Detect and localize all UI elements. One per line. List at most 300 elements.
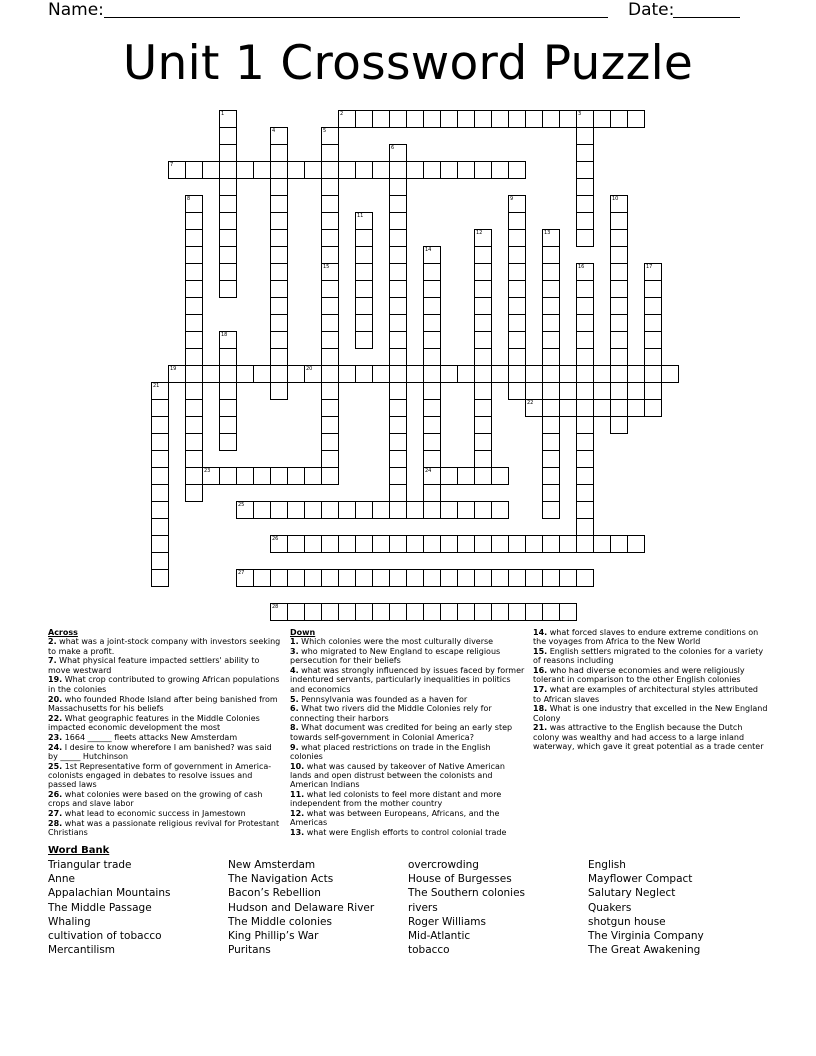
grid-cell[interactable]	[287, 365, 305, 383]
grid-cell[interactable]	[270, 144, 288, 162]
grid-cell[interactable]	[321, 569, 339, 587]
grid-cell[interactable]	[151, 399, 169, 417]
grid-cell[interactable]	[151, 416, 169, 434]
grid-cell[interactable]	[219, 263, 237, 281]
grid-cell[interactable]	[661, 365, 679, 383]
grid-cell[interactable]	[542, 603, 560, 621]
grid-cell[interactable]	[457, 603, 475, 621]
grid-cell[interactable]	[321, 382, 339, 400]
grid-cell[interactable]	[491, 501, 509, 519]
grid-cell[interactable]	[576, 382, 594, 400]
grid-cell[interactable]	[270, 314, 288, 332]
grid-cell[interactable]	[355, 280, 373, 298]
grid-cell[interactable]	[576, 331, 594, 349]
grid-cell[interactable]	[321, 603, 339, 621]
grid-cell[interactable]	[389, 178, 407, 196]
grid-cell[interactable]	[610, 110, 628, 128]
grid-cell[interactable]	[576, 348, 594, 366]
grid-cell[interactable]	[355, 161, 373, 179]
grid-cell[interactable]	[627, 535, 645, 553]
grid-cell[interactable]	[355, 229, 373, 247]
grid-cell[interactable]	[508, 603, 526, 621]
grid-cell[interactable]	[185, 348, 203, 366]
grid-cell[interactable]	[542, 280, 560, 298]
grid-cell[interactable]	[185, 331, 203, 349]
grid-cell[interactable]	[644, 263, 662, 281]
grid-cell[interactable]	[508, 212, 526, 230]
grid-cell[interactable]	[270, 229, 288, 247]
grid-cell[interactable]	[151, 450, 169, 468]
grid-cell[interactable]	[542, 331, 560, 349]
grid-cell[interactable]	[185, 450, 203, 468]
grid-cell[interactable]	[287, 501, 305, 519]
grid-cell[interactable]	[559, 365, 577, 383]
grid-cell[interactable]	[440, 110, 458, 128]
grid-cell[interactable]	[423, 348, 441, 366]
grid-cell[interactable]	[389, 569, 407, 587]
grid-cell[interactable]	[627, 110, 645, 128]
grid-cell[interactable]	[219, 127, 237, 145]
grid-cell[interactable]	[185, 212, 203, 230]
grid-cell[interactable]	[219, 246, 237, 264]
grid-cell[interactable]	[542, 450, 560, 468]
grid-cell[interactable]	[185, 297, 203, 315]
grid-cell[interactable]	[321, 229, 339, 247]
grid-cell[interactable]	[423, 433, 441, 451]
grid-cell[interactable]	[508, 348, 526, 366]
grid-cell[interactable]	[474, 416, 492, 434]
grid-cell[interactable]	[542, 484, 560, 502]
grid-cell[interactable]	[219, 280, 237, 298]
grid-cell[interactable]	[576, 467, 594, 485]
grid-cell[interactable]	[542, 535, 560, 553]
grid-cell[interactable]	[270, 195, 288, 213]
grid-cell[interactable]	[576, 518, 594, 536]
grid-cell[interactable]	[508, 314, 526, 332]
grid-cell[interactable]	[644, 382, 662, 400]
grid-cell[interactable]	[372, 569, 390, 587]
grid-cell[interactable]	[644, 399, 662, 417]
grid-cell[interactable]	[644, 314, 662, 332]
grid-cell[interactable]	[610, 331, 628, 349]
grid-cell[interactable]	[355, 246, 373, 264]
grid-cell[interactable]	[253, 467, 271, 485]
grid-cell[interactable]	[474, 331, 492, 349]
grid-cell[interactable]	[576, 535, 594, 553]
grid-cell[interactable]	[508, 365, 526, 383]
grid-cell[interactable]	[610, 535, 628, 553]
grid-cell[interactable]	[202, 365, 220, 383]
grid-cell[interactable]	[355, 535, 373, 553]
grid-cell[interactable]	[542, 263, 560, 281]
grid-cell[interactable]	[168, 161, 186, 179]
grid-cell[interactable]	[542, 399, 560, 417]
grid-cell[interactable]	[491, 365, 509, 383]
grid-cell[interactable]	[542, 229, 560, 247]
grid-cell[interactable]	[474, 348, 492, 366]
grid-cell[interactable]	[627, 365, 645, 383]
grid-cell[interactable]	[440, 365, 458, 383]
grid-cell[interactable]	[372, 535, 390, 553]
grid-cell[interactable]	[151, 552, 169, 570]
grid-cell[interactable]	[610, 263, 628, 281]
grid-cell[interactable]	[219, 178, 237, 196]
grid-cell[interactable]	[542, 467, 560, 485]
grid-cell[interactable]	[219, 467, 237, 485]
grid-cell[interactable]	[508, 246, 526, 264]
grid-cell[interactable]	[525, 365, 543, 383]
grid-cell[interactable]	[610, 246, 628, 264]
grid-cell[interactable]	[270, 212, 288, 230]
grid-cell[interactable]	[406, 365, 424, 383]
grid-cell[interactable]	[168, 365, 186, 383]
grid-cell[interactable]	[321, 433, 339, 451]
grid-cell[interactable]	[508, 263, 526, 281]
grid-cell[interactable]	[542, 433, 560, 451]
grid-cell[interactable]	[355, 110, 373, 128]
grid-cell[interactable]	[542, 365, 560, 383]
grid-cell[interactable]	[542, 246, 560, 264]
grid-cell[interactable]	[389, 280, 407, 298]
grid-cell[interactable]	[355, 212, 373, 230]
grid-cell[interactable]	[338, 161, 356, 179]
grid-cell[interactable]	[576, 314, 594, 332]
grid-cell[interactable]	[423, 603, 441, 621]
grid-cell[interactable]	[423, 484, 441, 502]
grid-cell[interactable]	[542, 297, 560, 315]
grid-cell[interactable]	[423, 263, 441, 281]
grid-cell[interactable]	[423, 501, 441, 519]
grid-cell[interactable]	[236, 365, 254, 383]
grid-cell[interactable]	[542, 348, 560, 366]
grid-cell[interactable]	[576, 297, 594, 315]
grid-cell[interactable]	[321, 178, 339, 196]
grid-cell[interactable]	[389, 246, 407, 264]
grid-cell[interactable]	[542, 314, 560, 332]
grid-cell[interactable]	[372, 365, 390, 383]
grid-cell[interactable]	[423, 110, 441, 128]
grid-cell[interactable]	[559, 603, 577, 621]
grid-cell[interactable]	[270, 382, 288, 400]
grid-cell[interactable]	[559, 535, 577, 553]
grid-cell[interactable]	[321, 348, 339, 366]
grid-cell[interactable]	[389, 348, 407, 366]
grid-cell[interactable]	[576, 178, 594, 196]
grid-cell[interactable]	[219, 433, 237, 451]
grid-cell[interactable]	[474, 399, 492, 417]
grid-cell[interactable]	[610, 416, 628, 434]
grid-cell[interactable]	[355, 365, 373, 383]
grid-cell[interactable]	[474, 433, 492, 451]
grid-cell[interactable]	[525, 569, 543, 587]
grid-cell[interactable]	[253, 569, 271, 587]
grid-cell[interactable]	[474, 467, 492, 485]
grid-cell[interactable]	[151, 433, 169, 451]
grid-cell[interactable]	[491, 110, 509, 128]
grid-cell[interactable]	[270, 569, 288, 587]
grid-cell[interactable]	[542, 569, 560, 587]
grid-cell[interactable]	[304, 467, 322, 485]
grid-cell[interactable]	[474, 263, 492, 281]
grid-cell[interactable]	[236, 467, 254, 485]
grid-cell[interactable]	[474, 314, 492, 332]
grid-cell[interactable]	[287, 535, 305, 553]
grid-cell[interactable]	[576, 416, 594, 434]
grid-cell[interactable]	[474, 110, 492, 128]
grid-cell[interactable]	[185, 229, 203, 247]
grid-cell[interactable]	[321, 195, 339, 213]
grid-cell[interactable]	[185, 314, 203, 332]
grid-cell[interactable]	[304, 161, 322, 179]
grid-cell[interactable]	[270, 246, 288, 264]
grid-cell[interactable]	[389, 501, 407, 519]
grid-cell[interactable]	[576, 280, 594, 298]
grid-cell[interactable]	[576, 127, 594, 145]
grid-cell[interactable]	[423, 399, 441, 417]
grid-cell[interactable]	[185, 195, 203, 213]
grid-cell[interactable]	[440, 603, 458, 621]
grid-cell[interactable]	[644, 297, 662, 315]
grid-cell[interactable]	[610, 382, 628, 400]
grid-cell[interactable]	[321, 212, 339, 230]
grid-cell[interactable]	[219, 331, 237, 349]
grid-cell[interactable]	[389, 484, 407, 502]
grid-cell[interactable]	[389, 263, 407, 281]
grid-cell[interactable]	[491, 569, 509, 587]
grid-cell[interactable]	[287, 467, 305, 485]
grid-cell[interactable]	[576, 433, 594, 451]
grid-cell[interactable]	[321, 263, 339, 281]
grid-cell[interactable]	[219, 144, 237, 162]
grid-cell[interactable]	[474, 450, 492, 468]
grid-cell[interactable]	[389, 297, 407, 315]
grid-cell[interactable]	[151, 382, 169, 400]
grid-cell[interactable]	[338, 365, 356, 383]
grid-cell[interactable]	[474, 297, 492, 315]
grid-cell[interactable]	[270, 331, 288, 349]
grid-cell[interactable]	[355, 569, 373, 587]
grid-cell[interactable]	[304, 535, 322, 553]
grid-cell[interactable]	[593, 110, 611, 128]
grid-cell[interactable]	[610, 195, 628, 213]
grid-cell[interactable]	[236, 569, 254, 587]
grid-cell[interactable]	[406, 161, 424, 179]
grid-cell[interactable]	[287, 161, 305, 179]
grid-cell[interactable]	[423, 382, 441, 400]
grid-cell[interactable]	[151, 467, 169, 485]
grid-cell[interactable]	[338, 569, 356, 587]
grid-cell[interactable]	[423, 161, 441, 179]
grid-cell[interactable]	[525, 603, 543, 621]
grid-cell[interactable]	[338, 603, 356, 621]
grid-cell[interactable]	[474, 246, 492, 264]
grid-cell[interactable]	[610, 399, 628, 417]
grid-cell[interactable]	[525, 110, 543, 128]
grid-cell[interactable]	[321, 161, 339, 179]
grid-cell[interactable]	[185, 382, 203, 400]
grid-cell[interactable]	[219, 399, 237, 417]
grid-cell[interactable]	[389, 416, 407, 434]
grid-cell[interactable]	[287, 569, 305, 587]
grid-cell[interactable]	[474, 365, 492, 383]
grid-cell[interactable]	[576, 195, 594, 213]
grid-cell[interactable]	[185, 484, 203, 502]
grid-cell[interactable]	[423, 297, 441, 315]
grid-cell[interactable]	[372, 110, 390, 128]
grid-cell[interactable]	[576, 365, 594, 383]
grid-cell[interactable]	[474, 382, 492, 400]
grid-cell[interactable]	[576, 399, 594, 417]
grid-cell[interactable]	[270, 178, 288, 196]
grid-cell[interactable]	[457, 467, 475, 485]
grid-cell[interactable]	[423, 450, 441, 468]
grid-cell[interactable]	[304, 501, 322, 519]
grid-cell[interactable]	[304, 603, 322, 621]
grid-cell[interactable]	[389, 365, 407, 383]
grid-cell[interactable]	[576, 263, 594, 281]
grid-cell[interactable]	[610, 280, 628, 298]
grid-cell[interactable]	[593, 535, 611, 553]
grid-cell[interactable]	[423, 314, 441, 332]
grid-cell[interactable]	[355, 297, 373, 315]
grid-cell[interactable]	[406, 501, 424, 519]
grid-cell[interactable]	[508, 161, 526, 179]
grid-cell[interactable]	[508, 280, 526, 298]
grid-cell[interactable]	[474, 161, 492, 179]
grid-cell[interactable]	[270, 297, 288, 315]
grid-cell[interactable]	[423, 467, 441, 485]
grid-cell[interactable]	[236, 501, 254, 519]
grid-cell[interactable]	[253, 365, 271, 383]
grid-cell[interactable]	[321, 450, 339, 468]
grid-cell[interactable]	[236, 161, 254, 179]
grid-cell[interactable]	[287, 603, 305, 621]
grid-cell[interactable]	[270, 365, 288, 383]
grid-cell[interactable]	[474, 535, 492, 553]
grid-cell[interactable]	[389, 331, 407, 349]
grid-cell[interactable]	[185, 399, 203, 417]
grid-cell[interactable]	[542, 501, 560, 519]
grid-cell[interactable]	[321, 365, 339, 383]
grid-cell[interactable]	[372, 161, 390, 179]
grid-cell[interactable]	[389, 467, 407, 485]
grid-cell[interactable]	[610, 297, 628, 315]
grid-cell[interactable]	[185, 467, 203, 485]
grid-cell[interactable]	[610, 365, 628, 383]
grid-cell[interactable]	[151, 535, 169, 553]
grid-cell[interactable]	[627, 399, 645, 417]
grid-cell[interactable]	[423, 535, 441, 553]
grid-cell[interactable]	[542, 416, 560, 434]
grid-cell[interactable]	[321, 535, 339, 553]
grid-cell[interactable]	[321, 399, 339, 417]
grid-cell[interactable]	[474, 229, 492, 247]
grid-cell[interactable]	[321, 127, 339, 145]
grid-cell[interactable]	[576, 110, 594, 128]
grid-cell[interactable]	[219, 212, 237, 230]
grid-cell[interactable]	[219, 365, 237, 383]
grid-cell[interactable]	[321, 297, 339, 315]
grid-cell[interactable]	[542, 110, 560, 128]
grid-cell[interactable]	[610, 348, 628, 366]
grid-cell[interactable]	[644, 331, 662, 349]
grid-cell[interactable]	[151, 569, 169, 587]
grid-cell[interactable]	[321, 416, 339, 434]
grid-cell[interactable]	[304, 365, 322, 383]
grid-cell[interactable]	[185, 280, 203, 298]
grid-cell[interactable]	[355, 314, 373, 332]
grid-cell[interactable]	[372, 603, 390, 621]
grid-cell[interactable]	[270, 467, 288, 485]
grid-cell[interactable]	[270, 161, 288, 179]
grid-cell[interactable]	[185, 263, 203, 281]
grid-cell[interactable]	[389, 450, 407, 468]
grid-cell[interactable]	[270, 501, 288, 519]
grid-cell[interactable]	[355, 263, 373, 281]
grid-cell[interactable]	[423, 246, 441, 264]
grid-cell[interactable]	[185, 433, 203, 451]
grid-cell[interactable]	[508, 297, 526, 315]
grid-cell[interactable]	[644, 280, 662, 298]
grid-cell[interactable]	[457, 161, 475, 179]
grid-cell[interactable]	[389, 382, 407, 400]
grid-cell[interactable]	[457, 535, 475, 553]
grid-cell[interactable]	[321, 280, 339, 298]
grid-cell[interactable]	[185, 416, 203, 434]
grid-cell[interactable]	[440, 161, 458, 179]
grid-cell[interactable]	[457, 569, 475, 587]
grid-cell[interactable]	[270, 348, 288, 366]
grid-cell[interactable]	[151, 484, 169, 502]
grid-cell[interactable]	[491, 467, 509, 485]
grid-cell[interactable]	[389, 535, 407, 553]
grid-cell[interactable]	[185, 246, 203, 264]
grid-cell[interactable]	[610, 229, 628, 247]
grid-cell[interactable]	[338, 501, 356, 519]
grid-cell[interactable]	[576, 501, 594, 519]
grid-cell[interactable]	[576, 569, 594, 587]
grid-cell[interactable]	[423, 416, 441, 434]
grid-cell[interactable]	[576, 229, 594, 247]
grid-cell[interactable]	[355, 603, 373, 621]
grid-cell[interactable]	[270, 535, 288, 553]
grid-cell[interactable]	[457, 110, 475, 128]
grid-cell[interactable]	[389, 433, 407, 451]
grid-cell[interactable]	[440, 569, 458, 587]
grid-cell[interactable]	[253, 161, 271, 179]
grid-cell[interactable]	[338, 110, 356, 128]
grid-cell[interactable]	[576, 484, 594, 502]
grid-cell[interactable]	[304, 569, 322, 587]
grid-cell[interactable]	[151, 518, 169, 536]
grid-cell[interactable]	[219, 110, 237, 128]
grid-cell[interactable]	[423, 331, 441, 349]
grid-cell[interactable]	[270, 127, 288, 145]
grid-cell[interactable]	[321, 246, 339, 264]
grid-cell[interactable]	[321, 314, 339, 332]
grid-cell[interactable]	[219, 348, 237, 366]
grid-cell[interactable]	[253, 501, 271, 519]
grid-cell[interactable]	[559, 399, 577, 417]
grid-cell[interactable]	[508, 195, 526, 213]
grid-cell[interactable]	[457, 365, 475, 383]
grid-cell[interactable]	[202, 161, 220, 179]
grid-cell[interactable]	[576, 161, 594, 179]
grid-cell[interactable]	[457, 501, 475, 519]
grid-cell[interactable]	[491, 161, 509, 179]
grid-cell[interactable]	[508, 331, 526, 349]
grid-cell[interactable]	[610, 212, 628, 230]
